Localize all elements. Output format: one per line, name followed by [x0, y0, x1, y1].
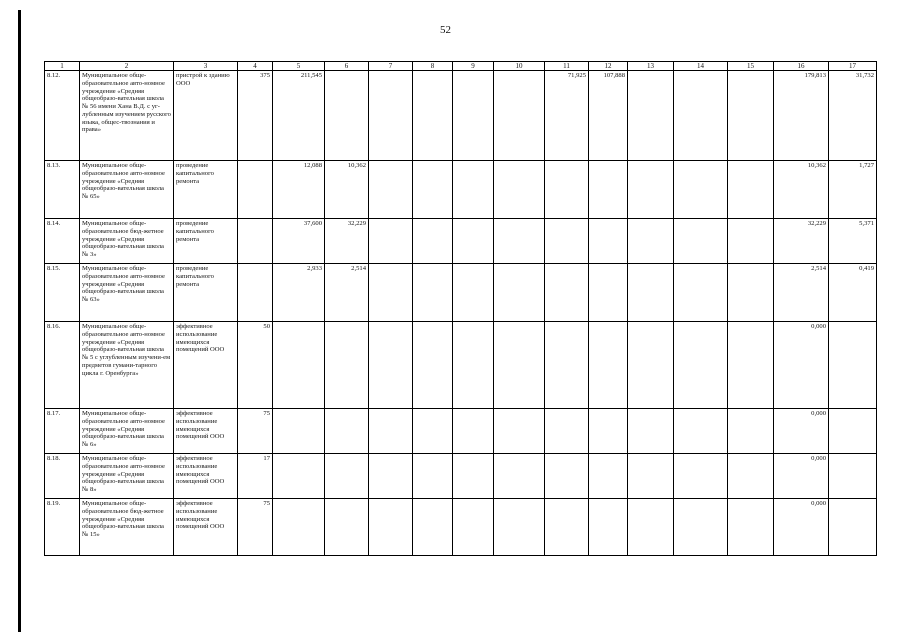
row-id: 8.16.	[45, 322, 80, 409]
table-row	[45, 264, 877, 322]
cell-col-12	[589, 219, 628, 264]
row-id: 8.19.	[45, 499, 80, 556]
institution-name: Муниципальное обще-образовательное авто-номное учреждение «Средняя общеобразо-вательная школа № 6»	[80, 409, 174, 454]
column-header: 2	[80, 62, 174, 71]
cell-col-17: 0,419	[829, 264, 877, 322]
cell-col-11	[545, 161, 589, 219]
cell-col-9	[453, 161, 494, 219]
column-header: 10	[494, 62, 545, 71]
row-id: 8.13.	[45, 161, 80, 219]
cell-col-10	[494, 409, 545, 454]
cell-col-14	[674, 219, 728, 264]
column-number-row	[45, 62, 877, 71]
row-id: 8.14.	[45, 219, 80, 264]
purpose: пристрой к зданию ООО	[174, 71, 238, 161]
cell-col-13	[628, 409, 674, 454]
table-row	[45, 71, 877, 161]
cell-col-11	[545, 499, 589, 556]
table-row	[45, 499, 877, 556]
cell-col-10	[494, 161, 545, 219]
cell-col-4: 375	[238, 71, 273, 161]
cell-col-7	[369, 219, 413, 264]
cell-col-12	[589, 499, 628, 556]
cell-col-8	[413, 219, 453, 264]
cell-col-9	[453, 264, 494, 322]
cell-col-10	[494, 322, 545, 409]
cell-col-6	[325, 322, 369, 409]
column-header: 1	[45, 62, 80, 71]
cell-col-7	[369, 409, 413, 454]
table-row	[45, 322, 877, 409]
cell-col-10	[494, 499, 545, 556]
table-row	[45, 454, 877, 499]
cell-col-17	[829, 499, 877, 556]
cell-col-9	[453, 409, 494, 454]
table-row	[45, 219, 877, 264]
cell-col-14	[674, 161, 728, 219]
cell-col-7	[369, 322, 413, 409]
cell-col-17: 5,371	[829, 219, 877, 264]
cell-col-6	[325, 71, 369, 161]
cell-col-5: 2,933	[273, 264, 325, 322]
cell-col-7	[369, 454, 413, 499]
column-header: 14	[674, 62, 728, 71]
cell-col-5	[273, 454, 325, 499]
cell-col-15	[728, 499, 774, 556]
cell-col-17	[829, 454, 877, 499]
cell-col-11	[545, 219, 589, 264]
cell-col-4: 50	[238, 322, 273, 409]
cell-col-7	[369, 161, 413, 219]
purpose: эффективное использование имеющихся помещений ООО	[174, 454, 238, 499]
cell-col-14	[674, 322, 728, 409]
column-header: 17	[829, 62, 877, 71]
cell-col-7	[369, 499, 413, 556]
cell-col-17: 1,727	[829, 161, 877, 219]
column-header: 11	[545, 62, 589, 71]
column-header: 9	[453, 62, 494, 71]
institution-name: Муниципальное обще-образовательное авто-номное учреждение «Средняя общеобразо-вательная школа № 63»	[80, 264, 174, 322]
cell-col-14	[674, 264, 728, 322]
column-header: 3	[174, 62, 238, 71]
column-header: 8	[413, 62, 453, 71]
cell-col-10	[494, 454, 545, 499]
cell-col-16: 32,229	[774, 219, 829, 264]
cell-col-16: 179,813	[774, 71, 829, 161]
column-header: 16	[774, 62, 829, 71]
cell-col-14	[674, 409, 728, 454]
column-header: 4	[238, 62, 273, 71]
cell-col-15	[728, 161, 774, 219]
cell-col-5	[273, 499, 325, 556]
cell-col-15	[728, 219, 774, 264]
row-id: 8.17.	[45, 409, 80, 454]
row-id: 8.15.	[45, 264, 80, 322]
cell-col-17: 31,732	[829, 71, 877, 161]
table-row	[45, 409, 877, 454]
cell-col-13	[628, 219, 674, 264]
purpose: проведение капитального ремонта	[174, 161, 238, 219]
purpose: проведение капитального ремонта	[174, 219, 238, 264]
cell-col-11	[545, 322, 589, 409]
cell-col-4: 75	[238, 499, 273, 556]
cell-col-5: 211,545	[273, 71, 325, 161]
cell-col-13	[628, 454, 674, 499]
cell-col-12	[589, 264, 628, 322]
cell-col-4	[238, 161, 273, 219]
cell-col-10	[494, 71, 545, 161]
cell-col-16: 0,000	[774, 454, 829, 499]
cell-col-12: 107,888	[589, 71, 628, 161]
cell-col-4: 17	[238, 454, 273, 499]
institution-name: Муниципальное обще-образовательное авто-номное учреждение «Средняя общеобразо-вательная школа № 65»	[80, 161, 174, 219]
purpose: эффективное использование имеющихся помещений ООО	[174, 499, 238, 556]
column-header: 12	[589, 62, 628, 71]
column-header: 15	[728, 62, 774, 71]
cell-col-8	[413, 409, 453, 454]
purpose: эффективное использование имеющихся помещений ООО	[174, 322, 238, 409]
cell-col-4: 75	[238, 409, 273, 454]
cell-col-15	[728, 409, 774, 454]
cell-col-7	[369, 264, 413, 322]
cell-col-8	[413, 499, 453, 556]
page-number: 52	[440, 24, 451, 36]
cell-col-7	[369, 71, 413, 161]
investment-table	[44, 61, 877, 556]
cell-col-6: 2,514	[325, 264, 369, 322]
cell-col-16: 0,000	[774, 499, 829, 556]
cell-col-11	[545, 454, 589, 499]
cell-col-13	[628, 499, 674, 556]
purpose: эффективное использование имеющихся помещений ООО	[174, 409, 238, 454]
cell-col-6: 32,229	[325, 219, 369, 264]
cell-col-12	[589, 454, 628, 499]
cell-col-8	[413, 161, 453, 219]
cell-col-6	[325, 454, 369, 499]
cell-col-4	[238, 264, 273, 322]
institution-name: Муниципальное обще-образовательное авто-номное учреждение «Средняя общеобразо-вательная школа № 8»	[80, 454, 174, 499]
cell-col-5	[273, 322, 325, 409]
cell-col-8	[413, 322, 453, 409]
cell-col-15	[728, 264, 774, 322]
cell-col-16: 0,000	[774, 322, 829, 409]
cell-col-16: 0,000	[774, 409, 829, 454]
cell-col-14	[674, 454, 728, 499]
cell-col-14	[674, 71, 728, 161]
cell-col-16: 10,362	[774, 161, 829, 219]
cell-col-6	[325, 499, 369, 556]
row-id: 8.18.	[45, 454, 80, 499]
cell-col-11	[545, 264, 589, 322]
cell-col-12	[589, 409, 628, 454]
cell-col-16: 2,514	[774, 264, 829, 322]
cell-col-10	[494, 219, 545, 264]
cell-col-9	[453, 71, 494, 161]
table-row	[45, 161, 877, 219]
cell-col-5: 12,088	[273, 161, 325, 219]
column-header: 7	[369, 62, 413, 71]
cell-col-15	[728, 454, 774, 499]
binding-line	[18, 10, 21, 632]
institution-name: Муниципальное обще-образовательное бюд-жетное учреждение «Средняя общеобразо-вательная школа № 3»	[80, 219, 174, 264]
institution-name: Муниципальное обще-образовательное авто-номное учреждение «Средняя общеобразо-вательная школа № 56 имени Хана В.Д. с уг-лубленным изучением русского языка, общес-твознания и права»	[80, 71, 174, 161]
cell-col-11	[545, 409, 589, 454]
cell-col-13	[628, 264, 674, 322]
cell-col-17	[829, 409, 877, 454]
column-header: 5	[273, 62, 325, 71]
purpose: проведение капитального ремонта	[174, 264, 238, 322]
cell-col-6: 10,362	[325, 161, 369, 219]
cell-col-8	[413, 454, 453, 499]
column-header: 13	[628, 62, 674, 71]
cell-col-9	[453, 499, 494, 556]
cell-col-6	[325, 409, 369, 454]
cell-col-9	[453, 322, 494, 409]
cell-col-11: 71,925	[545, 71, 589, 161]
cell-col-17	[829, 322, 877, 409]
cell-col-13	[628, 161, 674, 219]
cell-col-5	[273, 409, 325, 454]
cell-col-13	[628, 322, 674, 409]
cell-col-12	[589, 322, 628, 409]
cell-col-10	[494, 264, 545, 322]
cell-col-8	[413, 264, 453, 322]
column-header: 6	[325, 62, 369, 71]
row-id: 8.12.	[45, 71, 80, 161]
cell-col-8	[413, 71, 453, 161]
cell-col-9	[453, 454, 494, 499]
cell-col-15	[728, 322, 774, 409]
cell-col-13	[628, 71, 674, 161]
cell-col-9	[453, 219, 494, 264]
cell-col-15	[728, 71, 774, 161]
cell-col-14	[674, 499, 728, 556]
cell-col-5: 37,600	[273, 219, 325, 264]
institution-name: Муниципальное обще-образовательное бюд-жетное учреждение «Средняя общеобразо-вательная школа № 15»	[80, 499, 174, 556]
institution-name: Муниципальное обще-образовательное авто-номное учреждение «Средняя общеобразо-вательная школа № 5 с углубленным изучени-ем предметов гумани-тарного цикла г. Оренбурга»	[80, 322, 174, 409]
cell-col-4	[238, 219, 273, 264]
cell-col-12	[589, 161, 628, 219]
